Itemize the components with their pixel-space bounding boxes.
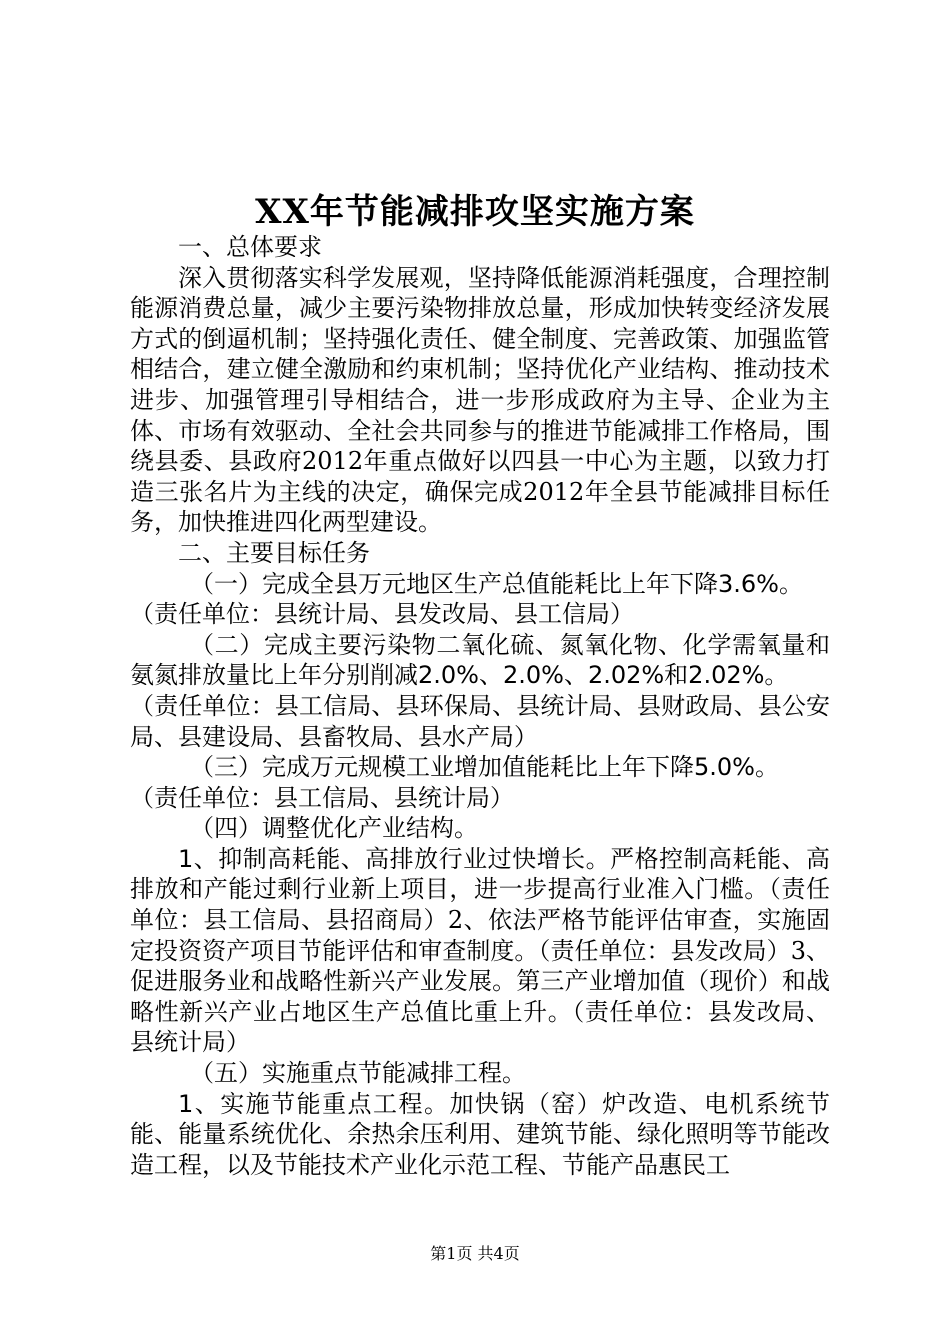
document-body <box>130 232 830 1180</box>
item5-title: （五）实施重点节能减排工程。 <box>190 1059 526 1088</box>
item4-sub1-body: 严格控制高耗能、高排放和产能过剩行业新上项目，进一步提高行业准入门槛。（责任单位：县工信局、县招商局）2、依法严格节能评估审查，实施固定投资资产项目节能评估和审查制度。（责任单位：县发改局）3、促进服务业和战略性新兴产业发展。第三产业增加值（现价）和战略性新兴产业占地区生产总值比重上升。（责任单位：县发改局、县统计局） <box>130 844 830 1057</box>
section1-paragraph: 深入贯彻落实科学发展观，坚持降低能源消耗强度，合理控制能源消费总量，减少主要污染物排放总量，形成加快转变经济发展方式的倒逼机制；坚持强化责任、健全制度、完善政策、加强监管相结合，建立健全激励和约束机制；坚持优化产业结构、推动技术进步、加强管理引导相结合，进一步形成政府为主导、企业为主体、市场有效驱动、全社会共同参与的推进节能减排工作格局，围绕县委、县政府2012年重点做好以四县一中心为主题，以致力打造三张名片为主线的决定，确保完成2012年全县节能减排目标任务，加快推进四化两型建设。 <box>130 263 830 537</box>
item1-title: （一）完成全县万元地区生产总值能耗比上年下降3.6%。 <box>190 569 803 598</box>
document-title: XX年节能减排攻坚实施方案 <box>255 192 695 232</box>
section1-heading: 一、总体要求 <box>178 233 322 261</box>
item2-responsibility: （责任单位：县工信局、县环保局、县统计局、县财政局、县公安局、县建设局、县畜牧局、县水产局） <box>130 691 830 751</box>
item5-sub1-lead: 1、实施节能重点工程。 <box>178 1089 450 1118</box>
item4-sub1-lead: 1、抑制高耗能、高排放行业过快增长。 <box>178 844 611 873</box>
item4-title: （四）调整优化产业结构。 <box>190 814 478 843</box>
item4-paragraph <box>130 844 830 1058</box>
item5-sub1-body: 加快锅（窑）炉改造、电机系统节能、能量系统优化、余热余压利用、建筑节能、绿化照明等节能改造工程，以及节能技术产业化示范工程、节能产品惠民工 <box>130 1089 830 1179</box>
item3-title: （三）完成万元规模工业增加值能耗比上年下降5.0%。 <box>190 753 779 782</box>
item3-responsibility: （责任单位：县工信局、县统计局） <box>130 783 514 812</box>
item2-title: （二）完成主要污染物二氧化硫、氮氧化物、化学需氧量和氨氮排放量比上年分别削减2.0%、2.0%、2.02%和2.02%。 <box>130 630 830 690</box>
item1-responsibility: （责任单位：县统计局、县发改局、县工信局） <box>130 600 634 629</box>
section2-heading: 二、主要目标任务 <box>178 538 370 567</box>
item5-paragraph <box>130 1089 830 1181</box>
page-footer: 第1页 共4页 <box>430 1244 520 1263</box>
